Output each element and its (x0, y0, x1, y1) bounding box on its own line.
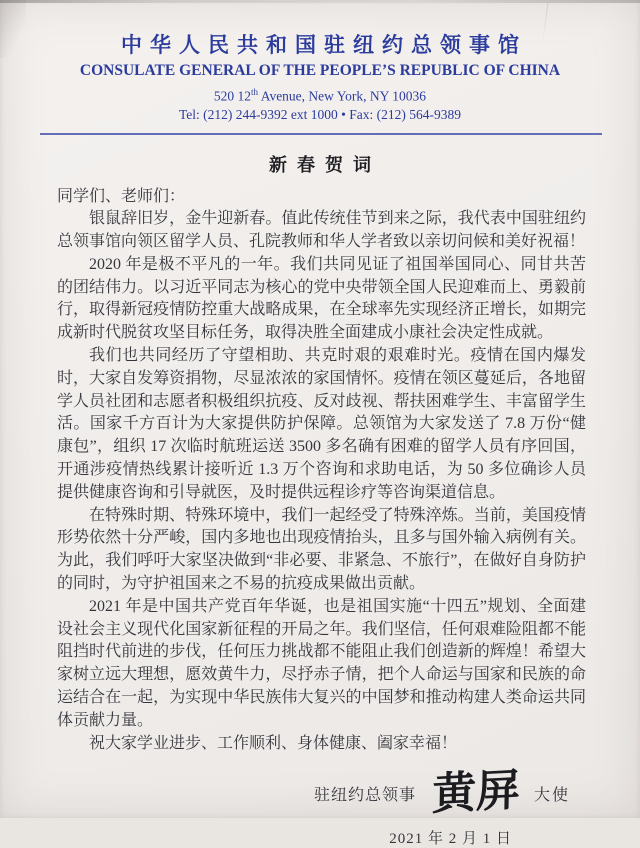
consulate-name-chinese: 中华人民共和国驻纽约总领事馆 (121, 33, 527, 57)
address-street: Avenue, New York, NY 10036 (258, 88, 427, 104)
salutation: 同学们、老师们： (57, 187, 186, 205)
signer-rank: 大使 (533, 786, 570, 804)
consulate-name-english: CONSULATE GENERAL OF THE PEOPLE’S REPUBLIC OF CHINA (79, 62, 561, 79)
letter-paragraph: 2020 年是极不平凡的一年。我们共同见证了祖国举国同心、同甘共苦的团结伟力。以习近平同志为核心的党中央带领全国人民迎难而上、勇毅前行，取得新冠疫情防控重大战略成果，在全球率先实现经济正增长，如期完成新时代脱贫攻坚目标任务，取得决胜全面建成小康社会决定性成就。 (57, 255, 586, 342)
signature-block (0, 765, 640, 821)
address-ordinal-suffix: th (251, 87, 259, 97)
letter-title: 新春贺词 (269, 154, 381, 175)
address-number: 520 12 (213, 88, 252, 104)
signer-role: 驻纽约总领事 (313, 786, 416, 804)
letter-paragraph: 银鼠辞旧岁，金牛迎新春。值此传统佳节到来之际，我代表中国驻纽约总领事馆向领区留学人员、孔院教师和华人学者致以亲切问候和美好祝福！ (57, 210, 586, 251)
letter-paragraph: 在特殊时期、特殊环境中，我们一起经受了特殊淬炼。当前，美国疫情形势依然十分严峻，国内多地也出现疫情抬头，且多与国外输入病例有关。为此，我们呼吁大家坚决做到“非必要、非紧急、不旅行”，在做好自身防护的同时，为守护祖国来之不易的抗疫成果做出贡献。 (57, 506, 586, 593)
letter-body (57, 186, 586, 756)
letter-paragraph: 祝大家学业进步、工作顺利、身体健康、阖家幸福！ (89, 734, 458, 752)
letterhead-divider-rule (40, 133, 602, 135)
letter-paragraph: 2021 年是中国共产党百年华诞，也是祖国实施“十四五”规划、全面建设社会主义现代化国家新征程的开局之年。我们坚信，任何艰难险阻都不能阻挡时代前进的步伐，任何压力挑战都不能阻止我们创造新的辉煌！希望大家树立远大理想，愿效黄牛力，尽抒赤子情，把个人命运与国家和民族的命运结合在一起，为实现中华民族伟大复兴的中国梦和推动构建人类命运共同体贡献力量。 (57, 597, 586, 729)
scan-corner-shadow (0, 0, 26, 58)
consulate-address (0, 84, 640, 105)
scan-top-edge-artifact (0, 0, 640, 3)
handwritten-signature: 黄屏 (431, 765, 521, 821)
consulate-contact-line: Tel: (212) 244-9392 ext 1000 • Fax: (212) 564-9389 (179, 106, 461, 122)
letter-paragraph: 我们也共同经历了守望相助、共克时艰的艰难时光。疫情在国内爆发时，大家自发筹资捐物，尽显浓浓的家国情怀。疫情在领区蔓延后，各地留学人员社团和志愿者积极组织抗疫、反对歧视、帮扶困难学生、丰富留学生活。国家千方百计为大家提供防护保障。总领馆为大家发送了 7.8 万份“健康包”，组织 17 次临时航班运送 3500 多名确有困难的留学人员有序回国，开通涉疫情热线累计接听近 1.3 万个咨询和求助电话，为 50 多位确诊人员提供健康咨询和引导就医，及时提供远程诊疗等咨询渠道信息。 (57, 347, 586, 501)
letter-date: 2021 年 2 月 1 日 (389, 831, 512, 848)
